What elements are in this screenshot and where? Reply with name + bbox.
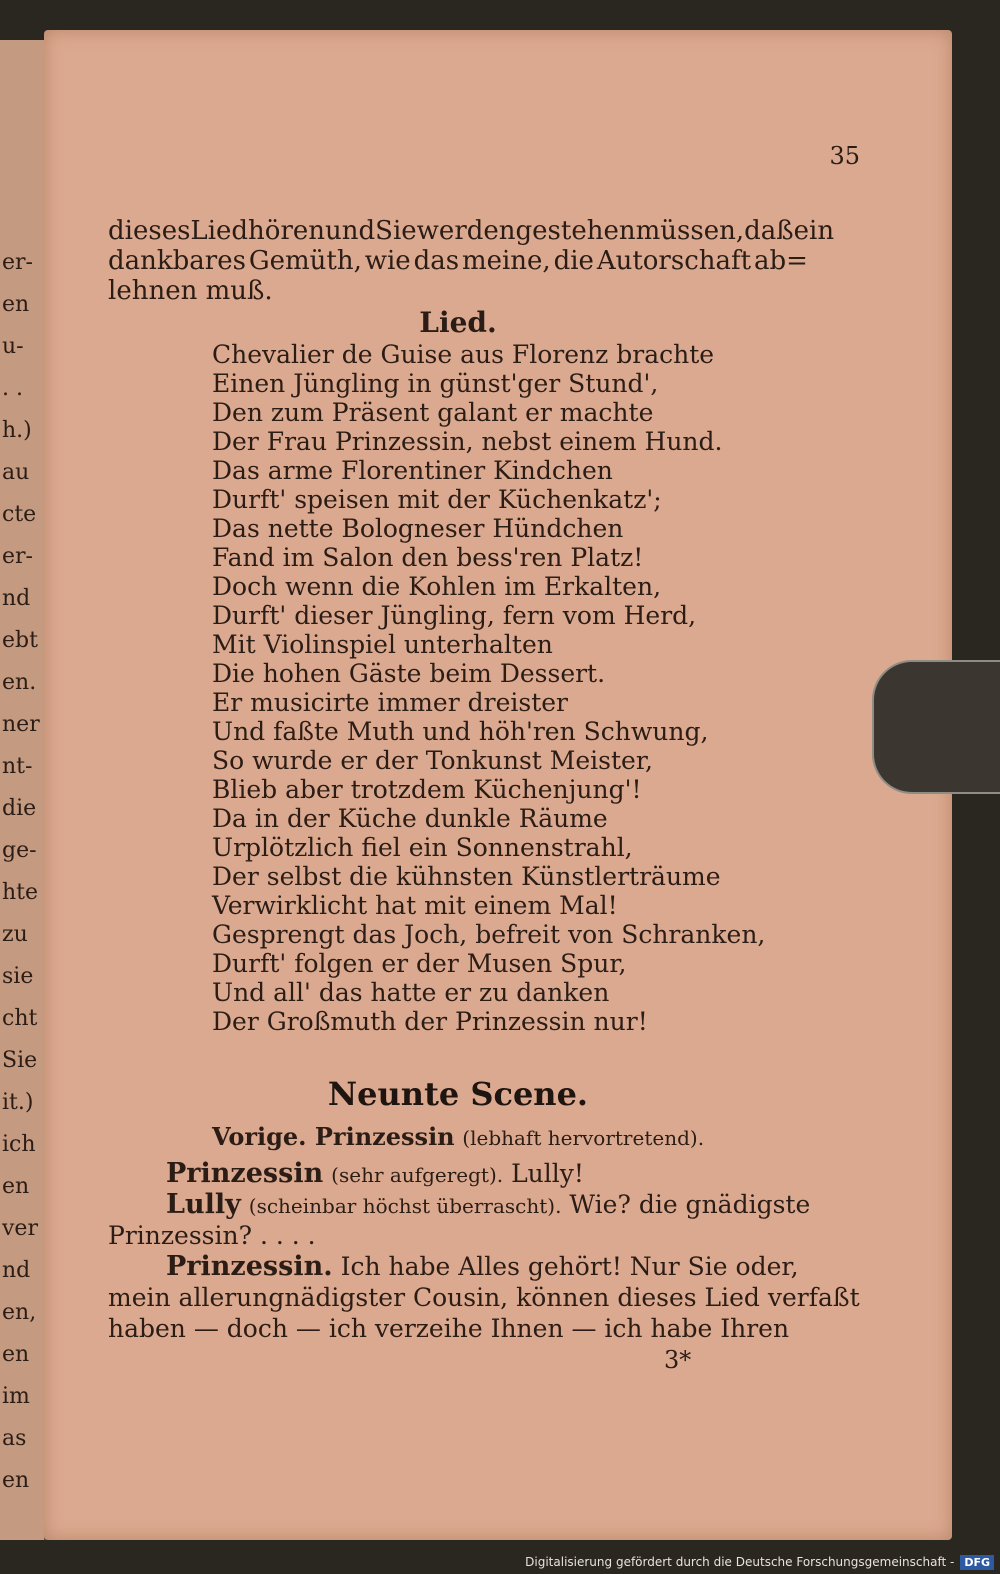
intro-paragraph [108, 216, 835, 306]
left-page-fragment: die [2, 796, 37, 821]
left-page-fragment: en, [2, 1300, 37, 1325]
word: Lied [190, 216, 249, 246]
verse-line: Chevalier de Guise aus Florenz brachte [212, 340, 715, 369]
verse-line: Der selbst die kühnsten Künstlerträume [212, 862, 721, 891]
left-page-fragment: nt- [2, 754, 33, 779]
stage-direction: (sehr aufgeregt). [331, 1163, 504, 1187]
left-page-edge [0, 40, 46, 1540]
word: gestehen [515, 216, 636, 246]
footer-credit: Digitalisierung gefördert durch die Deutsche Forschungsgemeinschaft - [525, 1555, 955, 1569]
left-page-fragment: nd [2, 1258, 31, 1283]
word: wie [364, 246, 411, 276]
left-page-fragment: as [2, 1426, 27, 1451]
verse-line: Doch wenn die Kohlen im Erkalten, [212, 572, 662, 601]
dialogue-line: Prinzessin? . . . . [108, 1221, 316, 1250]
word: werden [416, 216, 516, 246]
word: das [413, 246, 460, 276]
dialogue-line: mein allerungnädigster Cousin, können dieses Lied verfaßt [108, 1283, 860, 1312]
left-page-fragment: ich [2, 1132, 36, 1157]
speaker-name: Prinzessin [166, 1158, 324, 1189]
spoken-text: Ich habe Alles gehört! Nur Sie oder, [340, 1252, 799, 1281]
left-page-fragment: cte [2, 502, 37, 527]
left-page-fragment: ge- [2, 838, 37, 863]
stage-direction: (lebhaft hervortretend). [462, 1126, 705, 1150]
stage-direction: (scheinbar höchst überrascht). [248, 1194, 562, 1218]
word: hören [248, 216, 326, 246]
dialogue-line [108, 1158, 808, 1189]
left-page-fragment: en [2, 1468, 30, 1493]
dramatis-names: Vorige. Prinzessin [211, 1122, 455, 1151]
word: daß [744, 216, 794, 246]
dialogue-line [108, 1251, 808, 1282]
left-page-fragment: h.) [2, 418, 32, 443]
verse-line: So wurde er der Tonkunst Meister, [212, 746, 653, 775]
word: ein [793, 216, 835, 246]
word: und [325, 216, 376, 246]
left-page-fragment: en. [2, 670, 37, 695]
left-page-fragment: . . [2, 376, 23, 401]
left-page-fragment: it.) [2, 1090, 34, 1115]
left-page-fragment: en [2, 292, 30, 317]
verse-line: Da in der Küche dunkle Räume [212, 804, 608, 833]
word: dankbares [108, 246, 246, 276]
verse-line: Durft' speisen mit der Küchenkatz'; [212, 485, 662, 514]
left-page-fragment: ver [2, 1216, 38, 1241]
page-number: 35 [829, 142, 860, 170]
verse-line: Die hohen Gäste beim Dessert. [212, 659, 606, 688]
speaker-name: Prinzessin. [166, 1251, 333, 1282]
word: dieses [108, 216, 191, 246]
left-page-fragment: ebt [2, 628, 38, 653]
left-page-fragment: hte [2, 880, 39, 905]
verse-line: Durft' folgen er der Musen Spur, [212, 949, 627, 978]
word: Gemüth, [248, 246, 362, 276]
dfg-logo: DFG [960, 1555, 994, 1570]
left-page-fragment: er- [2, 544, 33, 569]
spoken-text: Lully! [511, 1159, 584, 1188]
verse-line: Er musicirte immer dreister [212, 688, 568, 717]
left-page-fragment: ner [2, 712, 40, 737]
word: die [553, 246, 594, 276]
left-page-fragment: zu [2, 922, 28, 947]
intro-line [108, 216, 835, 246]
left-page-fragment: en [2, 1174, 30, 1199]
word: Autorschaft [596, 246, 752, 276]
left-page-fragment: sie [2, 964, 34, 989]
footer-bar [0, 1550, 1000, 1574]
word: ab= [753, 246, 808, 276]
verse-line: Mit Violinspiel unterhalten [212, 630, 553, 659]
verse-line: Das nette Bologneser Hündchen [212, 514, 624, 543]
verse-line: Durft' dieser Jüngling, fern vom Herd, [212, 601, 697, 630]
dialogue-line [108, 1189, 811, 1220]
word: meine, [461, 246, 551, 276]
scene-title: Neunte Scene. [327, 1075, 589, 1113]
signature-mark: 3* [664, 1346, 692, 1374]
verse-line: Und faßte Muth und höh'ren Schwung, [212, 717, 709, 746]
left-page-fragment: im [2, 1384, 30, 1409]
left-page-fragment: nd [2, 586, 31, 611]
spoken-text: Wie? die gnädigste [569, 1190, 811, 1219]
left-page-fragment: au [2, 460, 30, 485]
left-page-fragment: cht [2, 1006, 38, 1031]
verse-line: Urplötzlich fiel ein Sonnenstrahl, [212, 833, 633, 862]
verse-line: Einen Jüngling in günst'ger Stund', [212, 369, 659, 398]
verse-line: Und all' das hatte er zu danken [212, 978, 610, 1007]
speaker-name: Lully [166, 1189, 241, 1220]
dialogue-line: haben — doch — ich verzeihe Ihnen — ich habe Ihren [108, 1314, 790, 1343]
intro-line: lehnen muß. [108, 276, 273, 306]
verse-line: Den zum Präsent galant er machte [212, 398, 654, 427]
dialogue [108, 1158, 860, 1344]
dramatis-personae [108, 1122, 808, 1151]
left-page-fragment: Sie [2, 1048, 38, 1073]
verse-line: Der Großmuth der Prinzessin nur! [212, 1007, 648, 1036]
verse-line: Fand im Salon den bess'ren Platz! [212, 543, 644, 572]
intro-line [108, 246, 808, 276]
verse-line: Verwirklicht hat mit einem Mal! [212, 891, 618, 920]
verse-line: Der Frau Prinzessin, nebst einem Hund. [212, 427, 723, 456]
word: Sie [375, 216, 417, 246]
page-tab-marker [872, 660, 1000, 794]
left-page-fragment: en [2, 1342, 30, 1367]
word: müssen, [635, 216, 745, 246]
left-page-fragment: u- [2, 334, 24, 359]
song-heading: Lied. [419, 306, 497, 339]
verse-line: Blieb aber trotzdem Küchenjung'! [212, 775, 642, 804]
verse-line: Das arme Florentiner Kindchen [212, 456, 613, 485]
verse-line: Gesprengt das Joch, befreit von Schranken, [212, 920, 766, 949]
left-page-fragment: er- [2, 250, 33, 275]
song-verse [212, 340, 765, 1036]
